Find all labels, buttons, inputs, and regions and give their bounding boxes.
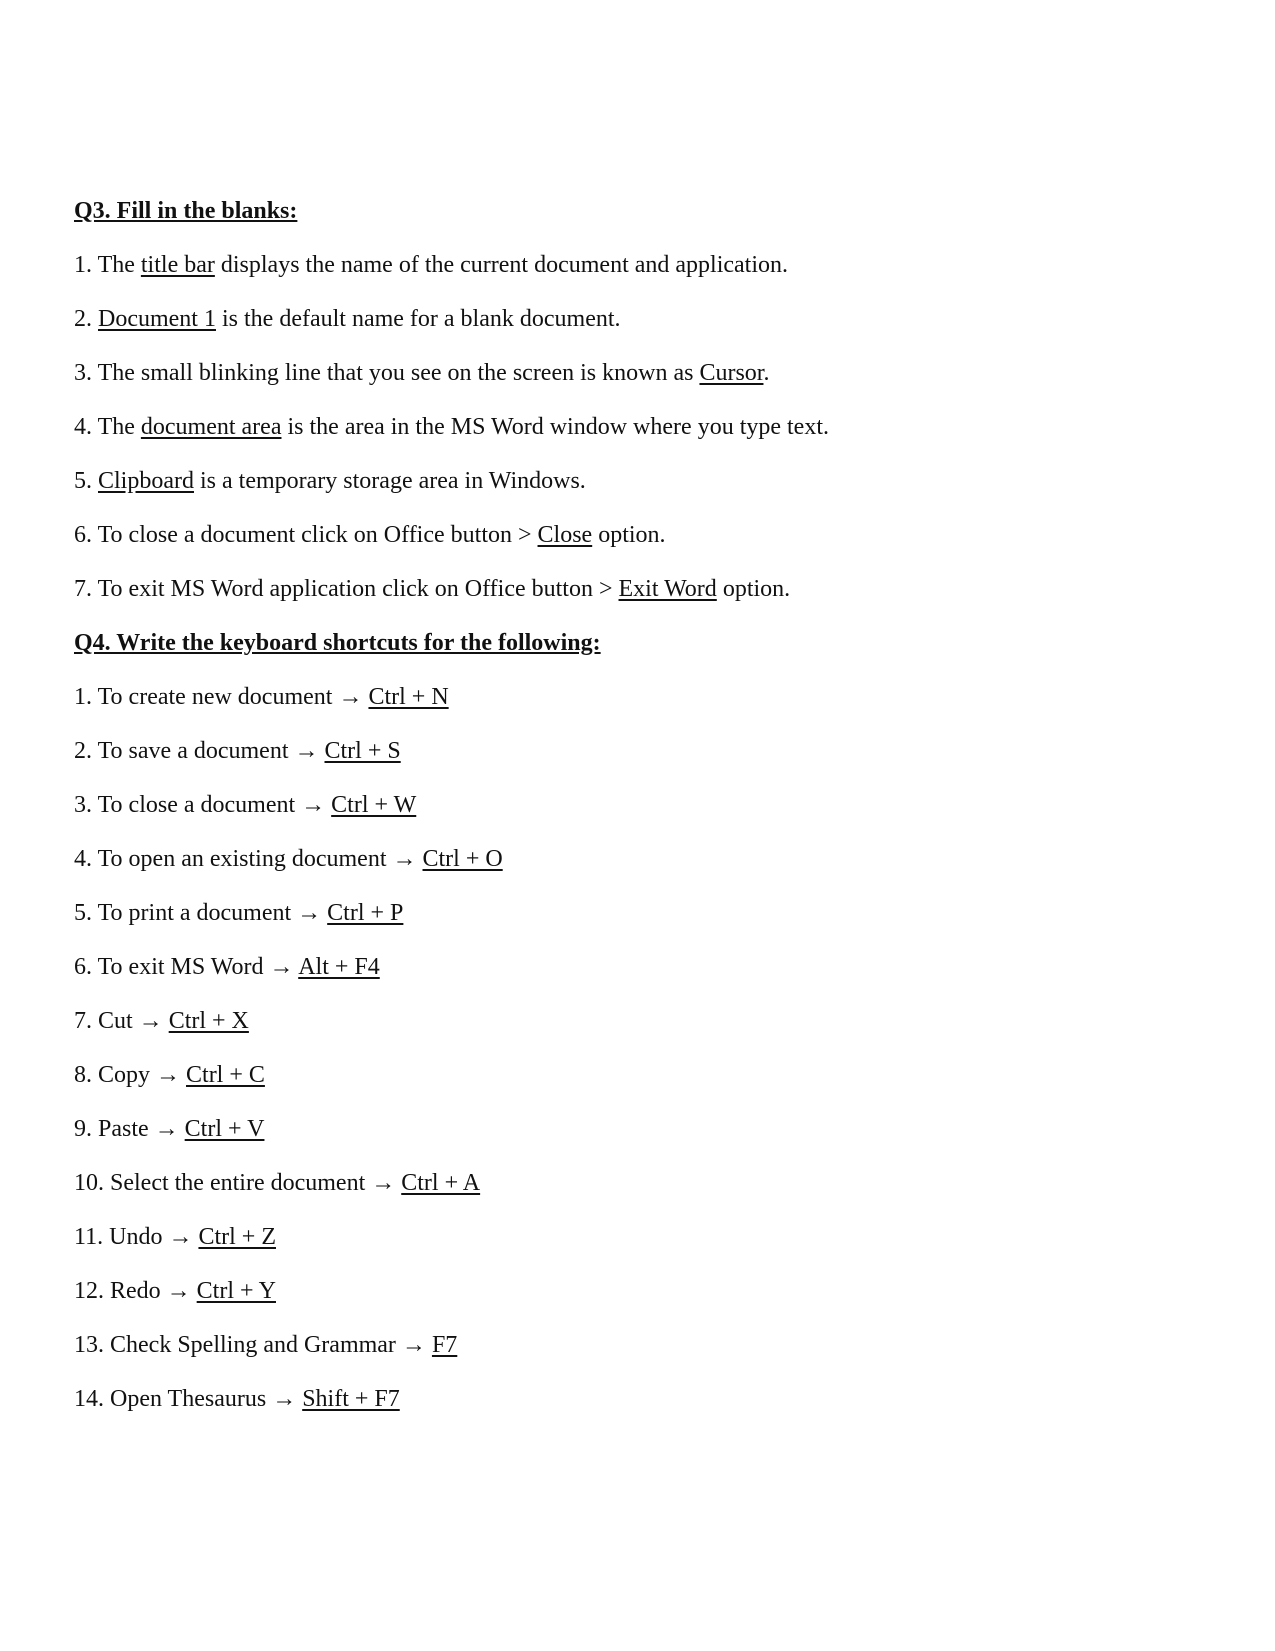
q4-item-10 — [74, 1168, 1194, 1198]
item-answer: Clipboard — [98, 468, 194, 494]
item-text: 11. Undo → — [74, 1224, 199, 1250]
item-text: 1. The — [74, 252, 141, 278]
q4-list — [74, 682, 1194, 1414]
q3-item-5 — [74, 466, 1194, 496]
q3-list — [74, 250, 1194, 604]
item-text: 1. To create new document → — [74, 684, 369, 710]
item-text-end: displays the name of the current document and application. — [214, 252, 789, 278]
item-text: 14. Open Thesaurus → — [74, 1386, 303, 1412]
item-text: 6. To exit MS Word → — [74, 954, 299, 980]
q3-item-4 — [74, 412, 1194, 442]
item-answer: Ctrl + N — [368, 684, 449, 710]
worksheet-page — [74, 196, 1194, 1438]
item-text-end: . — [763, 360, 770, 386]
q4-item-9 — [74, 1114, 1194, 1144]
q4-item-1 — [74, 682, 1194, 712]
item-text-end: is the default name for a blank document. — [215, 306, 621, 332]
item-text-end: option. — [716, 576, 791, 602]
item-text: 5. — [74, 468, 98, 494]
item-answer: Document 1 — [98, 306, 216, 332]
item-answer: Ctrl + A — [401, 1170, 481, 1196]
item-text-end: is a temporary storage area in Windows. — [194, 468, 586, 494]
item-answer: Close — [537, 522, 593, 548]
q3-item-7 — [74, 574, 1194, 604]
item-text: 9. Paste → — [74, 1116, 185, 1142]
item-answer: Ctrl + X — [168, 1008, 249, 1034]
item-answer: Ctrl + Y — [196, 1278, 276, 1304]
item-answer: Cursor — [699, 360, 764, 386]
item-text: 6. To close a document click on Office button > — [74, 522, 538, 548]
q3-item-1 — [74, 250, 1194, 280]
item-answer: document area — [140, 414, 282, 440]
item-text: 5. To print a document → — [74, 900, 328, 926]
item-text: 8. Copy → — [74, 1062, 187, 1088]
q4-item-13 — [74, 1330, 1194, 1360]
q4-item-4 — [74, 844, 1194, 874]
q4-item-11 — [74, 1222, 1194, 1252]
item-text: 3. To close a document → — [74, 792, 332, 818]
item-answer: title bar — [140, 252, 215, 278]
q4-item-8 — [74, 1060, 1194, 1090]
q3-item-3 — [74, 358, 1194, 388]
item-answer: Shift + F7 — [302, 1386, 400, 1412]
q3-heading: Q3. Fill in the blanks: — [74, 198, 298, 224]
q4-item-3 — [74, 790, 1194, 820]
q3-item-6 — [74, 520, 1194, 550]
item-text: 12. Redo → — [74, 1278, 197, 1304]
item-text: 3. The small blinking line that you see on the screen is known as — [74, 360, 700, 386]
item-text: 7. To exit MS Word application click on Office button > — [74, 576, 619, 602]
item-text-end: is the area in the MS Word window where you type text. — [281, 414, 829, 440]
item-answer: Ctrl + W — [331, 792, 417, 818]
q4-item-5 — [74, 898, 1194, 928]
item-text: 2. — [74, 306, 98, 332]
item-text: 4. To open an existing document → — [74, 846, 423, 872]
item-answer: Ctrl + Z — [198, 1224, 276, 1250]
item-answer: F7 — [431, 1332, 458, 1358]
q4-item-7 — [74, 1006, 1194, 1036]
item-text: 13. Check Spelling and Grammar → — [74, 1332, 432, 1358]
q4-item-2 — [74, 736, 1194, 766]
q3-item-2 — [74, 304, 1194, 334]
item-text: 7. Cut → — [74, 1008, 169, 1034]
q4-item-14 — [74, 1384, 1194, 1414]
item-answer: Ctrl + V — [184, 1116, 265, 1142]
item-answer: Ctrl + P — [327, 900, 404, 926]
q4-item-12 — [74, 1276, 1194, 1306]
item-text-end: option. — [592, 522, 666, 548]
item-answer: Ctrl + C — [186, 1062, 265, 1088]
item-answer: Ctrl + O — [422, 846, 503, 872]
item-text: 4. The — [74, 414, 141, 440]
q4-item-6 — [74, 952, 1194, 982]
item-text: 10. Select the entire document → — [74, 1170, 402, 1196]
item-answer: Ctrl + S — [324, 738, 401, 764]
item-answer: Alt + F4 — [298, 954, 380, 980]
item-text: 2. To save a document → — [74, 738, 325, 764]
item-answer: Exit Word — [618, 576, 717, 602]
q4-heading: Q4. Write the keyboard shortcuts for the following: — [74, 630, 601, 656]
